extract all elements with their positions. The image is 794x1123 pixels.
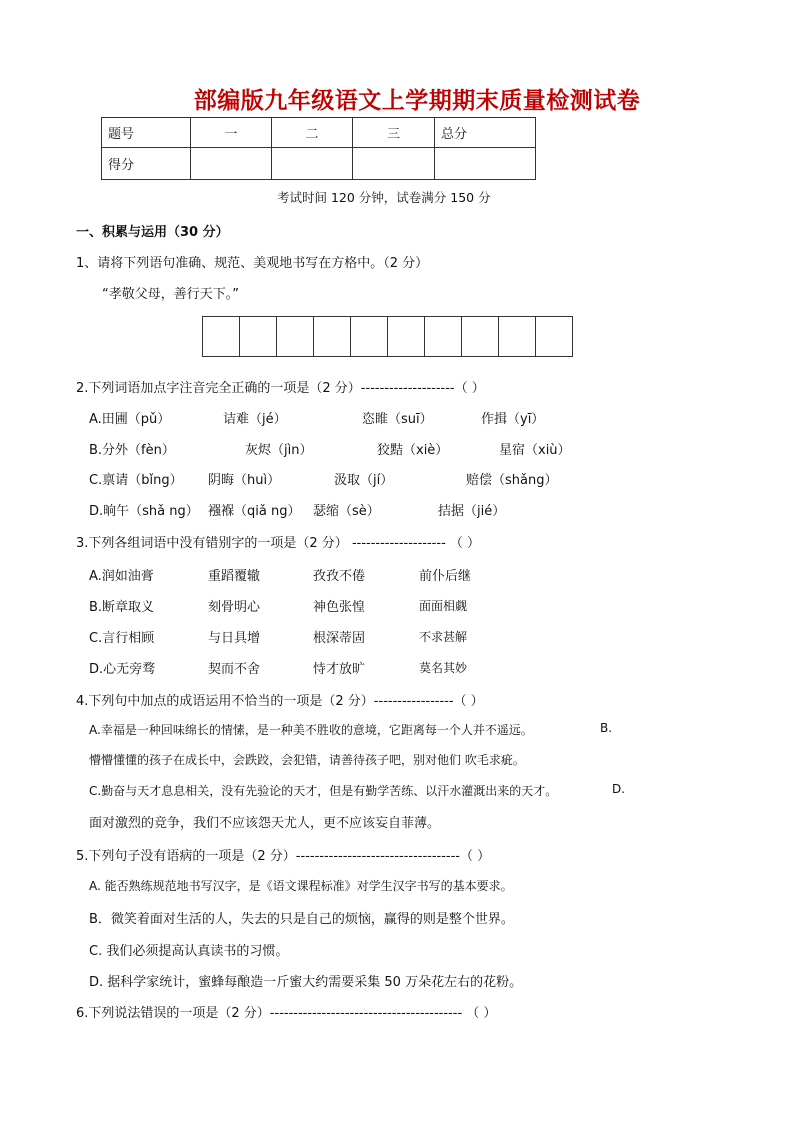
score-input-total[interactable] <box>435 148 536 180</box>
q2-option-b-1: B.分外（fèn） <box>89 443 175 458</box>
q2-option-b-2: 灰烬（jìn） <box>245 443 313 458</box>
q4-option-d-tag: D. <box>612 782 626 796</box>
q3-option-b-4: 面面相觑 <box>419 599 468 613</box>
q3-option-c-1: C.言行相顾 <box>89 631 155 646</box>
score-input-part1[interactable] <box>191 148 272 180</box>
q1-stem: 1、请将下列语句准确、规范、美观地书写在方格中。（2 分） <box>76 256 429 271</box>
q4-stem: 4.下列句中加点的成语运用不恰当的一项是（2 分）-----------------（ ） <box>76 694 484 709</box>
q3-option-d-2: 契而不舍 <box>208 662 261 677</box>
q4-option-d: 面对激烈的竞争，我们不应该怨天尤人，更不应该妄自菲薄。 <box>89 816 441 831</box>
score-cell-part3: 三 <box>353 118 435 148</box>
score-table <box>101 117 536 180</box>
q3-option-d-3: 恃才放旷 <box>313 662 366 677</box>
q4-option-b-tag: B. <box>600 721 613 735</box>
q5-option-d: D. 据科学家统计，蜜蜂每酿造一斤蜜大约需要采集 50 万朵花左右的花粉。 <box>89 975 523 990</box>
q2-option-c-2: 阴晦（huì） <box>208 473 281 488</box>
score-cell-score-label: 得分 <box>102 148 191 180</box>
q2-option-c-3: 汲取（jí） <box>334 473 394 488</box>
q4-option-a: A.幸福是一种回味绵长的情愫，是一种美不胜收的意境，它距离每一个人并不遥远。 <box>89 723 533 737</box>
grid-cell[interactable] <box>536 317 572 356</box>
q2-option-a-2: 诘难（jé） <box>223 412 287 427</box>
grid-cell[interactable] <box>499 317 536 356</box>
q3-option-a-4: 前仆后继 <box>419 569 472 584</box>
q5-option-b: B．微笑着面对生活的人，失去的只是自己的烦恼，赢得的则是整个世界。 <box>89 912 514 927</box>
section-heading: 一、积累与运用（30 分） <box>76 225 229 240</box>
q3-option-b-3: 神色张惶 <box>313 600 366 615</box>
q3-option-c-3: 根深蒂固 <box>313 631 366 646</box>
q3-option-c-4: 不求甚解 <box>419 630 468 644</box>
score-table-score-row <box>102 148 536 180</box>
score-input-part2[interactable] <box>272 148 353 180</box>
grid-cell[interactable] <box>203 317 240 356</box>
q2-option-a-1: A.田圃（pǔ） <box>89 412 171 427</box>
q3-stem: 3.下列各组词语中没有错别字的一项是（2 分） -------------------- （ ） <box>76 536 481 551</box>
q3-option-a-2: 重蹈覆辙 <box>208 569 261 584</box>
q3-option-a-1: A.润如油膏 <box>89 569 154 584</box>
q2-stem: 2.下列词语加点字注音完全正确的一项是（2 分）--------------------（ ） <box>76 381 485 396</box>
q3-option-b-2: 刻骨明心 <box>208 600 261 615</box>
score-input-part3[interactable] <box>353 148 435 180</box>
q4-option-c: C.勤奋与天才息息相关，没有先验论的天才，但是有勤学苦练、以汗水灌溉出来的天才。 <box>89 784 558 798</box>
page-title: 部编版九年级语文上学期期末质量检测试卷 <box>193 88 641 114</box>
grid-cell[interactable] <box>351 317 388 356</box>
exam-note: 考试时间 120 分钟，试卷满分 150 分 <box>277 190 491 205</box>
grid-cell[interactable] <box>314 317 351 356</box>
q1-quote: “孝敬父母，善行天下。” <box>102 287 239 302</box>
q2-option-d-4: 拮据（jié） <box>438 504 506 519</box>
q5-option-c: C. 我们必须提高认真读书的习惯。 <box>89 944 289 959</box>
q3-option-d-4: 莫名其妙 <box>419 661 468 675</box>
grid-cell[interactable] <box>240 317 277 356</box>
q2-option-a-4: 作揖（yī） <box>481 412 545 427</box>
grid-cell[interactable] <box>462 317 499 356</box>
writing-grid[interactable] <box>202 316 573 357</box>
q6-stem: 6.下列说法错误的一项是（2 分）----------------------------------------- （ ） <box>76 1006 497 1021</box>
q2-option-d-3: 瑟缩（sè） <box>313 504 380 519</box>
q3-option-b-1: B.断章取义 <box>89 600 155 615</box>
q2-option-b-4: 星宿（xiù） <box>499 443 571 458</box>
q4-option-b: 懵懵懂懂的孩子在成长中，会跌跤，会犯错，请善待孩子吧，别对他们 吹毛求疵。 <box>89 753 525 767</box>
q5-option-a: A. 能否熟练规范地书写汉字，是《语文课程标准》对学生汉字书写的基本要求。 <box>89 879 513 893</box>
q2-option-a-3: 恣睢（suī） <box>362 412 433 427</box>
q2-option-c-1: C.禀请（bǐng） <box>89 473 183 488</box>
q3-option-a-3: 孜孜不倦 <box>313 569 366 584</box>
score-cell-total: 总分 <box>435 118 536 148</box>
grid-cell[interactable] <box>388 317 425 356</box>
score-cell-part2: 二 <box>272 118 353 148</box>
grid-cell[interactable] <box>425 317 462 356</box>
grid-cell[interactable] <box>277 317 314 356</box>
q2-option-b-3: 狡黠（xiè） <box>377 443 449 458</box>
q2-option-d-2: 襁褓（qiǎ ng） <box>208 504 301 519</box>
q3-option-c-2: 与日具增 <box>208 631 261 646</box>
q2-option-c-4: 赔偿（shǎng） <box>466 473 558 488</box>
q3-option-d-1: D.心无旁骛 <box>89 662 156 677</box>
q5-stem: 5.下列句子没有语病的一项是（2 分）-----------------------------------（ ） <box>76 849 491 864</box>
score-table-header-row <box>102 118 536 148</box>
score-cell-label: 题号 <box>102 118 191 148</box>
score-cell-part1: 一 <box>191 118 272 148</box>
q2-option-d-1: D.晌午（shǎ ng） <box>89 504 199 519</box>
